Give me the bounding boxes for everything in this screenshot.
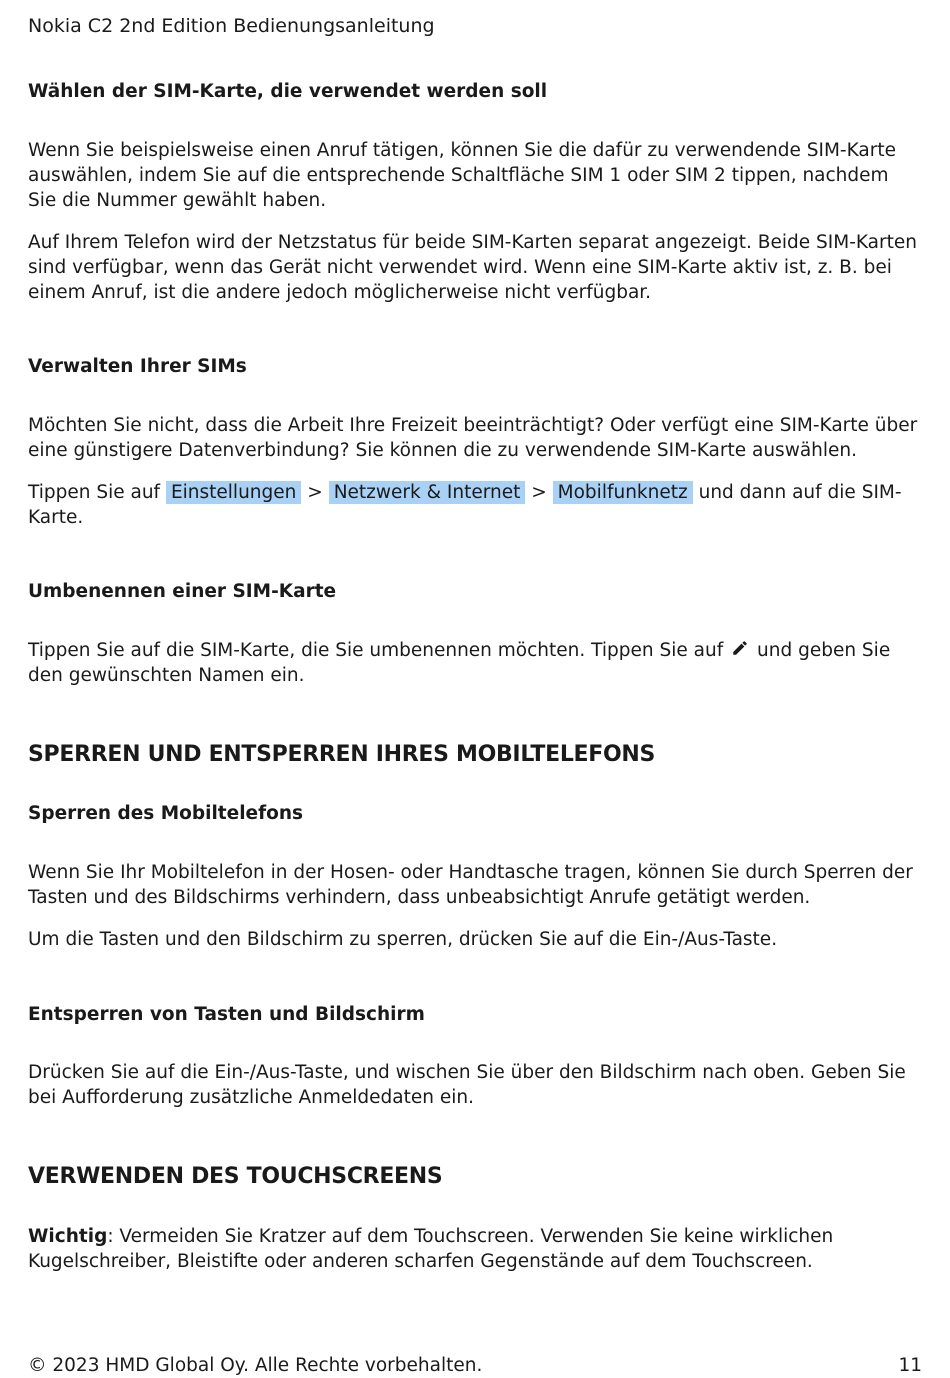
path-separator: > <box>307 482 323 503</box>
paragraph-sim-select-1: Wenn Sie beispielsweise einen Anruf tätigen, können Sie die dafür zu verwendende SIM-Karte auswählen, indem Sie auf die entsprechende Schaltfläche SIM 1 oder SIM 2 tippen, nachdem Sie die Nummer gewählt haben. <box>28 140 896 211</box>
heading-rename-sim: Umbenennen einer SIM-Karte <box>28 581 337 602</box>
paragraph-rename-sim <box>28 638 922 688</box>
paragraph-lock-2: Um die Tasten und den Bildschirm zu sperren, drücken Sie auf die Ein-/Aus-Taste. <box>28 929 778 950</box>
heading-manage-sims: Verwalten Ihrer SIMs <box>28 356 247 377</box>
menu-path-settings[interactable]: Einstellungen <box>166 481 301 504</box>
paragraph-lock-1: Wenn Sie Ihr Mobiltelefon in der Hosen- oder Handtasche tragen, können Sie durch Sperren der Tasten und des Bildschirms verhindern, dass unbeabsichtigt Anrufe getätigt werden. <box>28 862 913 908</box>
path-separator: > <box>531 482 547 503</box>
heading-unlock: Entsperren von Tasten und Bildschirm <box>28 1004 425 1025</box>
page-footer <box>28 1354 922 1378</box>
paragraph-sim-select-2: Auf Ihrem Telefon wird der Netzstatus für beide SIM-Karten separat angezeigt. Beide SIM-Karten sind verfügbar, wenn das Gerät nicht verwendet wird. Wenn eine SIM-Karte aktiv ist, z. B. bei einem Anruf, ist die andere jedoch möglicherweise nicht verfügbar. <box>28 232 917 303</box>
paragraph-manage-sims-path <box>28 480 922 530</box>
rename-text-before: Tippen Sie auf die SIM-Karte, die Sie umbenennen möchten. Tippen Sie auf <box>28 640 724 661</box>
menu-path-network-internet[interactable]: Netzwerk & Internet <box>329 481 526 504</box>
pencil-icon <box>731 639 749 657</box>
copyright-text: © 2023 HMD Global Oy. Alle Rechte vorbehalten. <box>28 1355 483 1376</box>
section-title-lock: SPERREN UND ENTSPERREN IHRES MOBILTELEFONS <box>28 742 656 767</box>
document-header: Nokia C2 2nd Edition Bedienungsanleitung <box>28 15 435 37</box>
heading-lock-phone: Sperren des Mobiltelefons <box>28 803 304 824</box>
page-number: 11 <box>898 1355 922 1376</box>
paragraph-touchscreen-important <box>28 1224 922 1274</box>
heading-sim-select: Wählen der SIM-Karte, die verwendet werden soll <box>28 81 548 102</box>
important-text: : Vermeiden Sie Kratzer auf dem Touchscreen. Verwenden Sie keine wirklichen Kugelschreiber, Bleistifte oder anderen scharfen Gegenstände auf dem Touchscreen. <box>28 1226 834 1272</box>
important-label: Wichtig <box>28 1226 108 1247</box>
paragraph-unlock: Drücken Sie auf die Ein-/Aus-Taste, und wischen Sie über den Bildschirm nach oben. Geben Sie bei Aufforderung zusätzliche Anmeldedaten ein. <box>28 1062 906 1108</box>
document-page <box>28 0 922 1378</box>
section-title-touchscreen: VERWENDEN DES TOUCHSCREENS <box>28 1164 443 1189</box>
menu-path-mobile-network[interactable]: Mobilfunknetz <box>553 481 693 504</box>
path-intro-text: Tippen Sie auf <box>28 482 161 503</box>
paragraph-manage-sims-1: Möchten Sie nicht, dass die Arbeit Ihre Freizeit beeinträchtigt? Oder verfügt eine SIM-Karte über eine günstigere Datenverbindung? Sie können die zu verwendende SIM-Karte auswählen. <box>28 415 918 461</box>
rename-text-after: und geben Sie den gewünschten Namen ein. <box>28 640 891 686</box>
path-outro-text: und dann auf die SIM-Karte. <box>28 482 902 528</box>
